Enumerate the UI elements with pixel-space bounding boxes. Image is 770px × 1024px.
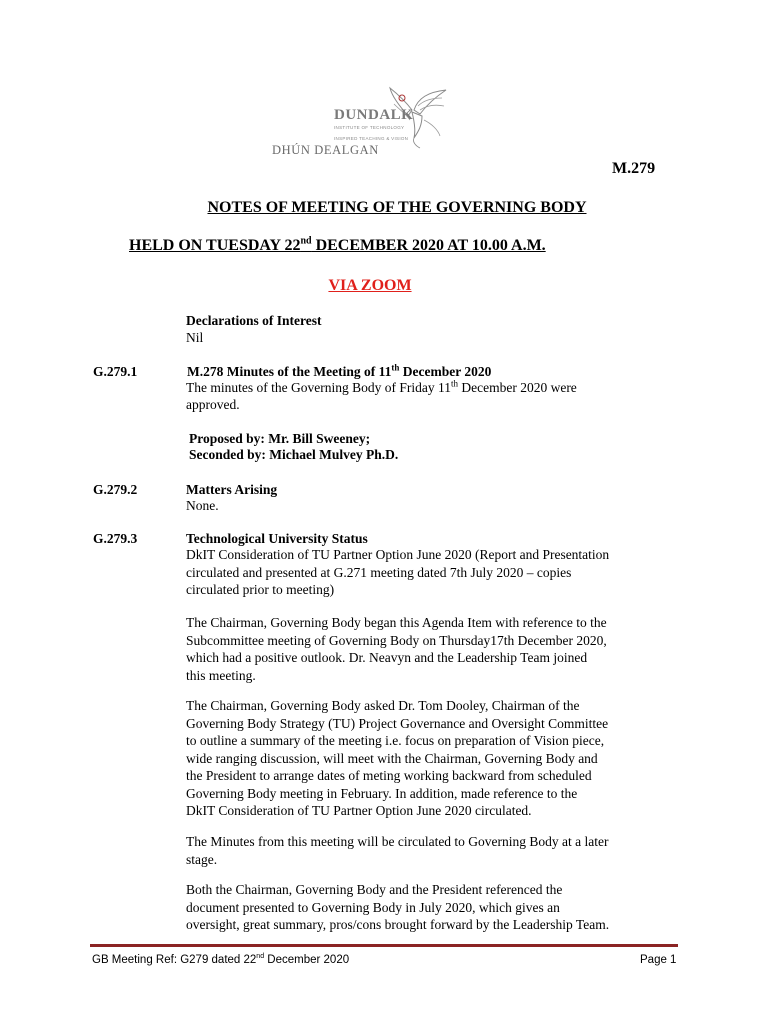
footer-reference: GB Meeting Ref: G279 dated 22nd December 2020 [92,953,350,966]
item3-para5 [186,881,686,934]
item1-number: G.279.1 [93,364,138,379]
logo-line1: INSTITUTE OF TECHNOLOGY [334,125,405,130]
document-number: M.279 [612,160,656,177]
logo-name: DUNDALK [334,107,414,123]
item1-proposed: Proposed by: Mr. Bill Sweeney; [189,431,371,446]
text-line: which had a positive outlook. Dr. Neavyn and the Leadership Team joined [186,650,588,665]
item3-heading: Technological University Status [186,531,368,546]
text-line: this meeting. [186,667,256,683]
text-line: DkIT Consideration of TU Partner Option June 2020 (Report and Presentation [186,547,610,562]
item1-heading: M.278 Minutes of the Meeting of 11th December 2020 [187,362,492,379]
text-line: Subcommittee meeting of Governing Body on Thursday17th December 2020, [186,632,607,648]
item1-text-line2: approved. [186,397,240,412]
logo-irish-name: DHÚN DEALGAN [272,143,379,157]
declarations-text: Nil [186,330,204,345]
title-line1: NOTES OF MEETING OF THE GOVERNING BODY [207,199,587,216]
text-line: the President to arrange dates of meting working backward from scheduled [186,768,592,783]
item3-para4 [186,833,686,868]
text-line: oversight, great summary, pros/cons brought forward by the Leadership Team. [186,917,610,932]
text-line: DkIT Consideration of TU Partner Option June 2020 circulated. [186,803,532,818]
text-line: circulated and presented at G.271 meeting dated 7th July 2020 – copies [186,564,572,580]
declarations-heading: Declarations of Interest [186,313,322,328]
title-via-zoom: VIA ZOOM [328,277,412,294]
text-line: The Chairman, Governing Body asked Dr. Tom Dooley, Chairman of the [186,698,580,713]
item3-para3 [186,697,686,820]
item3-para1 [186,546,686,599]
footer-rule [90,944,678,947]
institute-logo [272,86,448,157]
item1-seconded: Seconded by: Michael Mulvey Ph.D. [189,447,399,462]
text-line: The Chairman, Governing Body began this Agenda Item with reference to the [186,615,607,630]
page-number: Page 1 [640,954,677,966]
text-line: Governing Body Strategy (TU) Project Governance and Oversight Committee [186,715,609,731]
text-line: circulated prior to meeting) [186,582,335,597]
item3-para2 [186,614,686,684]
item3-number: G.279.3 [93,531,138,546]
text-line: to outline a summary of the meeting i.e. focus on preparation of Vision piece, [186,733,605,748]
text-line: stage. [186,851,218,867]
item1-text: The minutes of the Governing Body of Friday 11th December 2020 were [186,378,577,395]
text-line: document presented to Governing Body in July 2020, which gives an [186,899,560,915]
text-line: wide ranging discussion, will meet with the Chairman, Governing Body and [186,750,598,766]
text-line: Governing Body meeting in February. In addition, made reference to the [186,785,578,801]
item2-text: None. [186,498,219,513]
text-line: The Minutes from this meeting will be circulated to Governing Body at a later [186,834,609,849]
title-line2: HELD ON TUESDAY 22nd DECEMBER 2020 AT 10.00 A.M. [129,235,546,254]
item2-heading: Matters Arising [186,482,278,497]
logo-line2: INSPIRED TEACHING & VISION [334,136,409,141]
item2-number: G.279.2 [93,482,138,497]
text-line: Both the Chairman, Governing Body and the President referenced the [186,882,563,897]
